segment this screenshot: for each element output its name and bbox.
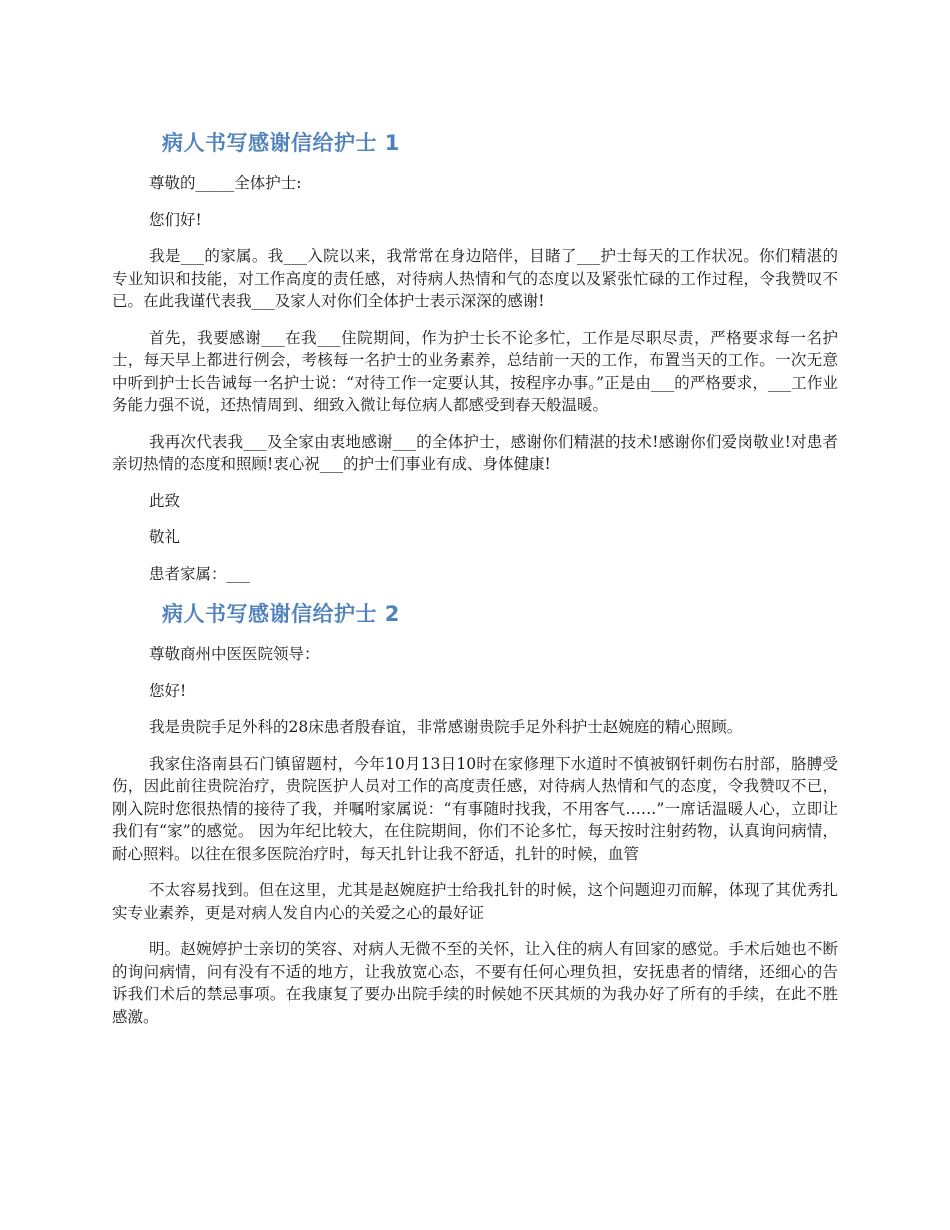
letter-2-paragraph: 我家住洛南县石门镇留题村，今年10月13日10时在家修理下水道时不慎被钢钎刺伤右肘部，胳膊受伤，因此前往贵院治疗，贵院医护人员对工作的高度责任感，对待病人热情和气的态度，令我赞叹不已，刚入院时您很热情的接待了我，并嘱咐家属说：“有事随时找我，不用客气……”一席话温暖人心，立即让我们有“家”的感觉。 因为年纪比较大，在住院期间，你们不论多忙，每天按时注射药物，认真询问病情，耐心照料。以往在很多医院治疗时，每天扎针让我不舒适，扎针的时候，血管 bbox=[112, 754, 838, 863]
letter-1-paragraph: 我是___的家属。我___入院以来，我常常在身边陪伴，目睹了___护士每天的工作状况。你们精湛的专业知识和技能，对工作高度的责任感，对待病人热情和气的态度以及紧张忙碌的工作过程，令我赞叹不已。在此我谨代表我___及家人对你们全体护士表示深深的感谢! bbox=[112, 247, 838, 310]
letter-1-closing: 此致 bbox=[149, 491, 181, 510]
letter-1 bbox=[112, 128, 838, 585]
letter-2-paragraph: 不太容易找到。但在这里，尤其是赵婉庭护士给我扎针的时候，这个问题迎刃而解，体现了其优秀扎实专业素养，更是对病人发自内心的关爱之心的最好证 bbox=[112, 881, 838, 922]
letter-2-paragraph: 明。赵婉婷护士亲切的笑容、对病人无微不至的关怀，让入住的病人有回家的感觉。手术后她也不断的询问病情，问有没有不适的地方，让我放宽心态，不要有任何心理负担，安抚患者的情绪，还细心的告诉我们术后的禁忌事项。在我康复了要办出院手续的时候她不厌其烦的为我办好了所有的手续，在此不胜感激。 bbox=[112, 940, 838, 1026]
letter-1-greeting: 您们好! bbox=[149, 210, 202, 229]
letter-2 bbox=[112, 599, 838, 1028]
letter-1-paragraph: 我再次代表我___及全家由衷地感谢___的全体护士，感谢你们精湛的技术!感谢你们爱岗敬业!对患者亲切热情的态度和照顾!衷心祝___的护士们事业有成、身体健康! bbox=[112, 432, 838, 473]
letter-1-closing: 敬礼 bbox=[149, 528, 181, 546]
letter-1-salutation: 尊敬的_____全体护士: bbox=[149, 174, 302, 192]
letter-2-salutation: 尊敬商州中医医院领导： bbox=[149, 645, 320, 663]
document-page bbox=[112, 128, 838, 1042]
letter-1-paragraph: 首先，我要感谢___在我___住院期间，作为护士长不论多忙，工作是尽职尽责，严格要求每一名护士，每天早上都进行例会，考核每一名护士的业务素养，总结前一天的工作，布置当天的工作。一次无意中听到护士长告诫每一名护士说：“对待工作一定要认其，按程序办事。”正是由___的严格要求，___工作业务能力强不说，还热情周到、细致入微让每位病人都感受到春天般温暖。 bbox=[112, 328, 838, 414]
letter-2-title: 病人书写感谢信给护士 2 bbox=[162, 602, 400, 626]
letter-2-paragraph: 我是贵院手足外科的28床患者殷春谊，非常感谢贵院手足外科护士赵婉庭的精心照顾。 bbox=[149, 718, 743, 736]
letter-1-signature: 患者家属：___ bbox=[149, 564, 250, 583]
letter-1-title: 病人书写感谢信给护士 1 bbox=[162, 131, 400, 155]
letter-2-greeting: 您好! bbox=[149, 681, 187, 700]
